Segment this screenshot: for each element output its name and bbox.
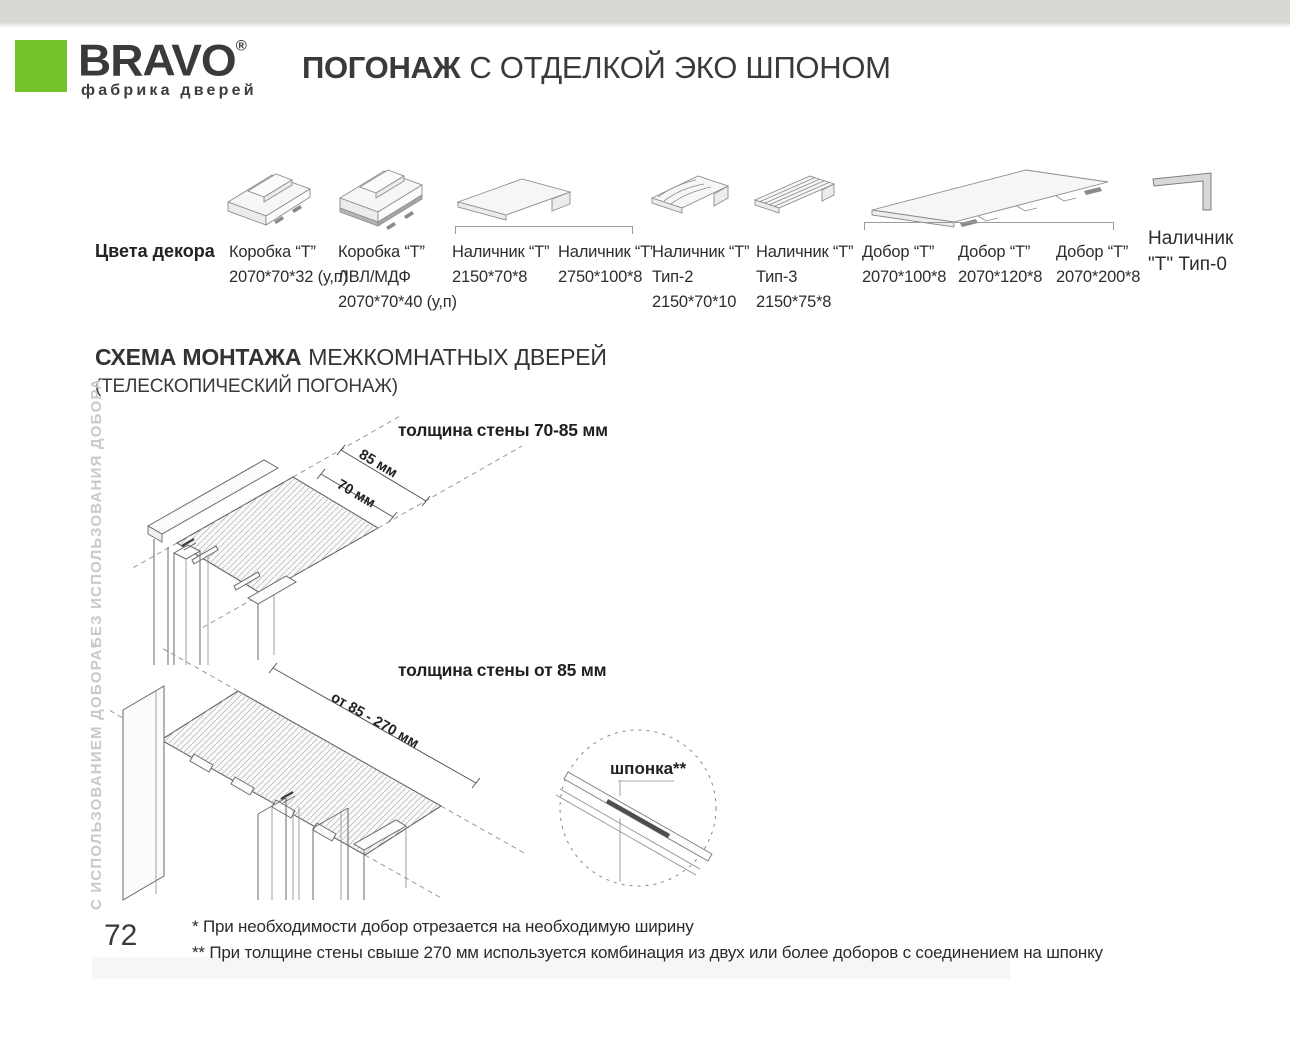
dim-85mm: 85 мм xyxy=(355,446,400,482)
wall-thickness-caption-bottom: толщина стены от 85 мм xyxy=(398,660,607,680)
product-label xyxy=(862,240,946,290)
brand-logo xyxy=(15,40,67,92)
product-label xyxy=(958,240,1042,290)
product-line: Наличник “Т” xyxy=(756,243,854,261)
product-line: Тип-3 xyxy=(756,267,798,286)
group-bracket-casing xyxy=(455,226,633,234)
scheme-subtitle: (ТЕЛЕСКОПИЧЕСКИЙ ПОГОНАЖ) xyxy=(95,376,398,397)
product-label xyxy=(229,240,348,290)
curved-casing-icon xyxy=(648,168,733,226)
product-line: Добор “Т” xyxy=(958,243,1031,261)
product-label xyxy=(1056,240,1140,290)
side-label-with-extension: С ИСПОЛЬЗОВАНИЕМ ДОБОРА* xyxy=(88,641,105,910)
logo-square-icon xyxy=(15,40,67,92)
product-line: 2070*70*40 (у,п) xyxy=(338,292,457,311)
product-line: Наличник xyxy=(1148,228,1234,249)
door-frame-lvl-profile-icon xyxy=(334,158,434,234)
product-line: 2150*75*8 xyxy=(756,292,832,311)
product-line: 2150*70*8 xyxy=(452,267,528,286)
page-number: 72 xyxy=(104,919,138,952)
product-line: Наличник “Т” xyxy=(652,243,750,261)
product-label xyxy=(338,240,457,314)
scheme-title-bold: СХЕМА МОНТАЖА xyxy=(95,344,302,370)
scheme-title xyxy=(95,344,607,371)
scan-edge-top xyxy=(0,0,1290,22)
page-title-bold: ПОГОНАЖ xyxy=(302,50,461,85)
decor-colors-label: Цвета декора xyxy=(95,241,215,261)
dim-70mm: 70 мм xyxy=(333,476,378,512)
product-line: Добор “Т” xyxy=(862,243,935,261)
installation-diagram-with-extension xyxy=(108,648,720,943)
page-title-rest: С ОТДЕЛКОЙ ЭКО ШПОНОМ xyxy=(469,50,891,85)
door-frame-profile-icon xyxy=(222,164,318,234)
product-line: Тип-2 xyxy=(652,267,694,286)
group-bracket-dobor xyxy=(864,222,1114,230)
product-label xyxy=(756,240,853,314)
product-line: "Т" Тип-0 xyxy=(1148,253,1227,275)
product-label xyxy=(452,240,549,290)
side-label-no-extension: БЕЗ ИСПОЛЬЗОВАНИЯ ДОБОРА xyxy=(88,377,105,648)
product-label xyxy=(652,240,749,314)
product-line: 2070*70*32 (у,п) xyxy=(229,267,348,286)
product-label xyxy=(1148,226,1233,277)
scheme-title-rest: МЕЖКОМНАТНЫХ ДВЕРЕЙ xyxy=(308,344,607,370)
angle-casing-icon xyxy=(1150,166,1220,218)
scan-edge-top-fade xyxy=(0,22,1290,28)
spline-label: шпонка** xyxy=(610,759,687,778)
product-line: Добор “Т” xyxy=(1056,243,1129,261)
flat-casing-icon xyxy=(452,172,577,227)
wall-thickness-caption-top: толщина стены 70-85 мм xyxy=(398,420,608,440)
ribbed-casing-icon xyxy=(752,170,837,224)
dim-85-270mm: от 85 - 270 мм xyxy=(328,689,422,752)
brand-name xyxy=(78,34,247,86)
product-label xyxy=(558,240,655,290)
product-line: Коробка “Т” xyxy=(338,243,425,261)
product-line: 2070*120*8 xyxy=(958,267,1043,286)
product-line: Коробка “Т” xyxy=(229,243,316,261)
product-line: 2070*200*8 xyxy=(1056,267,1141,286)
installation-diagram-no-extension xyxy=(130,415,590,675)
brand-reg-mark: ® xyxy=(235,37,247,55)
product-line: Наличник “Т” xyxy=(558,243,656,261)
page-title xyxy=(302,50,891,86)
product-line: 2750*100*8 xyxy=(558,267,643,286)
brand-tagline: фабрика дверей xyxy=(81,82,257,99)
product-line: ЛВЛ/МДФ xyxy=(338,267,411,286)
footnote-2: ** При толщине стены свыше 270 мм используется комбинация из двух или более доборов с соединением на шпонку xyxy=(192,943,1103,962)
product-line: 2070*100*8 xyxy=(862,267,947,286)
brand-text: BRAVO xyxy=(78,35,236,85)
product-line: Наличник “Т” xyxy=(452,243,550,261)
product-line: 2150*70*10 xyxy=(652,292,737,311)
footnote-1: * При необходимости добор отрезается на необходимую ширину xyxy=(192,917,694,936)
